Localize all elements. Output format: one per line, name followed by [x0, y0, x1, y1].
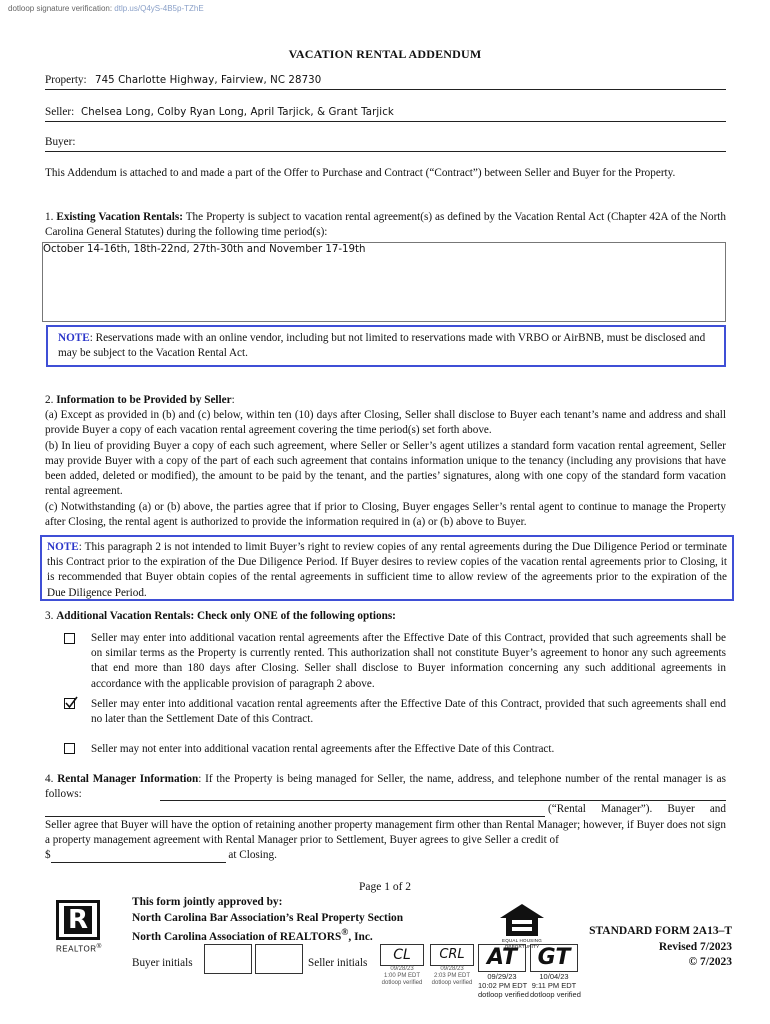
rental-manager-tail: (“Rental Manager”). Buyer and — [548, 803, 726, 815]
sig-2-date: 09/28/23 — [440, 966, 464, 972]
realtor-sup: ® — [96, 943, 102, 950]
buyer-initials-label: Buyer initials — [132, 957, 193, 969]
option-2-text: Seller may enter into additional vacation rental agreements after the Effective Date of this Contract, provided that such agreements shall end no later than the Settlement Date of this Contract. — [91, 698, 726, 726]
approval-line-3-text: North Carolina Association of REALTORS — [132, 930, 342, 943]
approval-line-1: This form jointly approved by: — [132, 896, 283, 908]
property-label: Property: — [45, 73, 87, 86]
realtor-wordmark — [56, 942, 102, 956]
sig-2-tag: dotloop verified — [431, 979, 473, 986]
section-1-note-label: NOTE — [58, 332, 90, 344]
section-4-text1: : If the Property is being managed for Seller, the name, address, and telephone number of the rental manager is as follows: — [45, 773, 726, 801]
approval-block — [132, 895, 403, 946]
form-revised: Revised 7/2023 — [658, 940, 732, 953]
property-field — [45, 74, 726, 90]
realtor-logo — [56, 900, 100, 940]
section-2-colon: : — [231, 394, 235, 406]
option-3-text: Seller may not enter into additional vacation rental agreements after the Effective Date of this Contract. — [91, 743, 555, 755]
section-4-text2: Seller agree that Buyer will have the option of retaining another property management firm other than Rental Manager; however, if Buyer does not sign a property management agreement with Rental Manager prior to Settlement, Buyer agrees to give Seller a credit of — [45, 819, 726, 847]
option-1-text: Seller may enter into additional vacation rental agreements after the Effective Date of this Contract, provided that such agreements shall be on similar terms as the Property is currently rented. This authorization shall not constitute Buyer’s agreement to honor any such agreements that end more than 180 days after Closing. Seller shall disclose to Buyer information concerning any such additional agreements in accordance with the applicable provision of paragraph 2 above. — [91, 632, 726, 690]
realtor-text: REALTOR — [56, 944, 97, 954]
approval-line-3 — [132, 927, 403, 946]
seller-value[interactable]: Chelsea Long, Colby Ryan Long, April Tarjick, & Grant Tarjick — [81, 107, 394, 119]
credit-amount-field[interactable] — [51, 851, 226, 863]
at-closing-text: at Closing. — [228, 849, 277, 861]
approval-line-3-sup: ® — [341, 927, 349, 938]
equal-housing-icon — [498, 902, 546, 950]
sig-3-date: 09/29/23 — [487, 972, 517, 981]
credit-line — [45, 848, 277, 863]
section-2-note-text: : This paragraph 2 is not intended to limit Buyer’s right to review copies of any rental agreements during the Due Diligence Period or terminate this Contract prior to the expiration of the Due Diligence Period. If Buyer desires to review copies of the vacation rental agreements prior to Closing, it is recommended that Buyer obtain copies of the rental agreements in sufficient time to allow review of the agreements prior to the expiration of the Due Diligence Period. — [47, 541, 727, 599]
section-3-title — [45, 609, 726, 624]
sig-4-tag: dotloop verified — [530, 990, 581, 999]
dollar-sign: $ — [45, 849, 51, 861]
seller-initial-sig-1 — [380, 944, 424, 987]
buyer-field — [45, 136, 726, 152]
seller-field — [45, 106, 726, 122]
sig-3-initials: AT — [478, 944, 526, 972]
section-2-c: (c) Notwithstanding (a) or (b) above, the parties agree that if prior to Closing, Buyer engages Seller’s rental agent to continue to manage the Property after Closing, the rental agent is authorized to provide the information required in (a) or (b) above to Buyer. — [45, 500, 726, 528]
seller-label: Seller: — [45, 105, 75, 118]
rental-periods-box[interactable] — [42, 242, 726, 322]
section-3-number: 3. — [45, 610, 54, 622]
sig-4-time: 9:11 PM EDT — [531, 981, 577, 990]
seller-initial-sig-3 — [478, 944, 529, 999]
option-1-checkbox[interactable] — [64, 633, 75, 644]
verification-link[interactable]: dtlp.us/Q4yS-4B5p-TZhE — [114, 4, 204, 13]
section-2-note — [40, 535, 734, 601]
verification-label: dotloop signature verification: — [8, 4, 113, 13]
sig-1-date: 09/28/23 — [390, 966, 414, 972]
section-1-text: The Property is subject to vacation rental agreement(s) as defined by the Vacation Rental Act (Chapter 42A of the North Carolina General Statutes) during the following time period(s): — [45, 211, 727, 239]
sig-2-time: 2:03 PM EDT — [433, 972, 470, 979]
form-name: STANDARD FORM 2A13–T — [589, 925, 732, 937]
dotloop-verification — [8, 4, 204, 15]
section-2-note-label: NOTE — [47, 541, 79, 553]
section-2-b: (b) In lieu of providing Buyer a copy of each such agreement, where Seller or Seller’s agent utilizes a standard form vacation rental agreement, Seller may provide Buyer with a copy of the part of each such agreement that contains information unique to the tenancy (including any provisions that have been added, deleted or modified), the amount to be paid by the tenant, and the parties’ signatures, along with one copy of the standard form vacation rental agreement. — [45, 439, 726, 498]
section-4-heading: Rental Manager Information — [57, 773, 199, 785]
section-1-heading: Existing Vacation Rentals: — [56, 211, 183, 223]
sig-1-time: 1:00 PM EDT — [383, 972, 420, 979]
section-1 — [45, 210, 726, 240]
seller-initial-sig-2 — [430, 944, 474, 987]
section-1-note — [46, 325, 726, 367]
section-2-number: 2. — [45, 394, 54, 406]
buyer-initials-box-1[interactable] — [204, 944, 252, 974]
approval-line-3-end: , Inc. — [348, 930, 373, 943]
page-number: Page 1 of 2 — [358, 881, 412, 893]
sig-4-initials: GT — [530, 944, 578, 972]
section-1-number: 1. — [45, 211, 54, 223]
section-2-heading: Information to be Provided by Seller — [56, 394, 232, 406]
buyer-label: Buyer: — [45, 135, 76, 148]
approval-line-2: North Carolina Bar Association’s Real Property Section — [132, 911, 404, 924]
section-4-number: 4. — [45, 773, 54, 785]
sig-1-tag: dotloop verified — [381, 979, 423, 986]
sig-2-initials: CRL — [430, 944, 474, 966]
equal-housing-text: EQUAL HOUSING OPPORTUNITY — [502, 938, 542, 950]
buyer-initials-box-2[interactable] — [255, 944, 303, 974]
sig-4-date: 10/04/23 — [539, 972, 569, 981]
section-2-a: (a) Except as provided in (b) and (c) below, within ten (10) days after Closing, Seller shall disclose to Buyer each tenant’s name and address and shall provide Buyer a copy of each vacation rental agreement covering the time period(s) set forth above. — [45, 409, 726, 437]
rental-manager-line-2[interactable] — [45, 804, 545, 817]
rental-manager-line-1[interactable] — [160, 788, 726, 801]
form-info — [560, 924, 732, 971]
section-3-heading: Additional Vacation Rentals — [56, 610, 191, 622]
sig-3-tag: dotloop verified — [478, 990, 529, 999]
checkmark-icon — [64, 696, 78, 710]
section-2 — [45, 393, 726, 530]
form-copyright: © 7/2023 — [688, 956, 732, 969]
option-2-checkbox[interactable] — [64, 698, 75, 709]
section-3-instruction: : Check only ONE of the following options: — [190, 610, 396, 622]
realtor-r-icon: R — [64, 906, 92, 934]
seller-initials-label: Seller initials — [308, 957, 368, 969]
intro-paragraph: This Addendum is attached to and made a part of the Offer to Purchase and Contract (“Contract”) between Seller and Buyer for the Property. — [45, 167, 676, 179]
seller-initial-sig-4 — [530, 944, 581, 999]
sig-1-initials: CL — [380, 944, 424, 966]
section-2-title — [45, 393, 726, 408]
property-value[interactable]: 745 Charlotte Highway, Fairview, NC 28730 — [95, 75, 322, 87]
option-3-checkbox[interactable] — [64, 743, 75, 754]
sig-3-time: 10:02 PM EDT — [478, 981, 528, 990]
section-1-note-text: : Reservations made with an online vendor, including but not limited to reservations made with VRBO or AirBNB, must be disclosed and may be subject to the Vacation Rental Act. — [58, 332, 706, 360]
rental-periods-value: October 14-16th, 18th-22nd, 27th-30th and November 17-19th — [43, 244, 366, 255]
document-title: VACATION RENTAL ADDENDUM — [288, 47, 482, 61]
